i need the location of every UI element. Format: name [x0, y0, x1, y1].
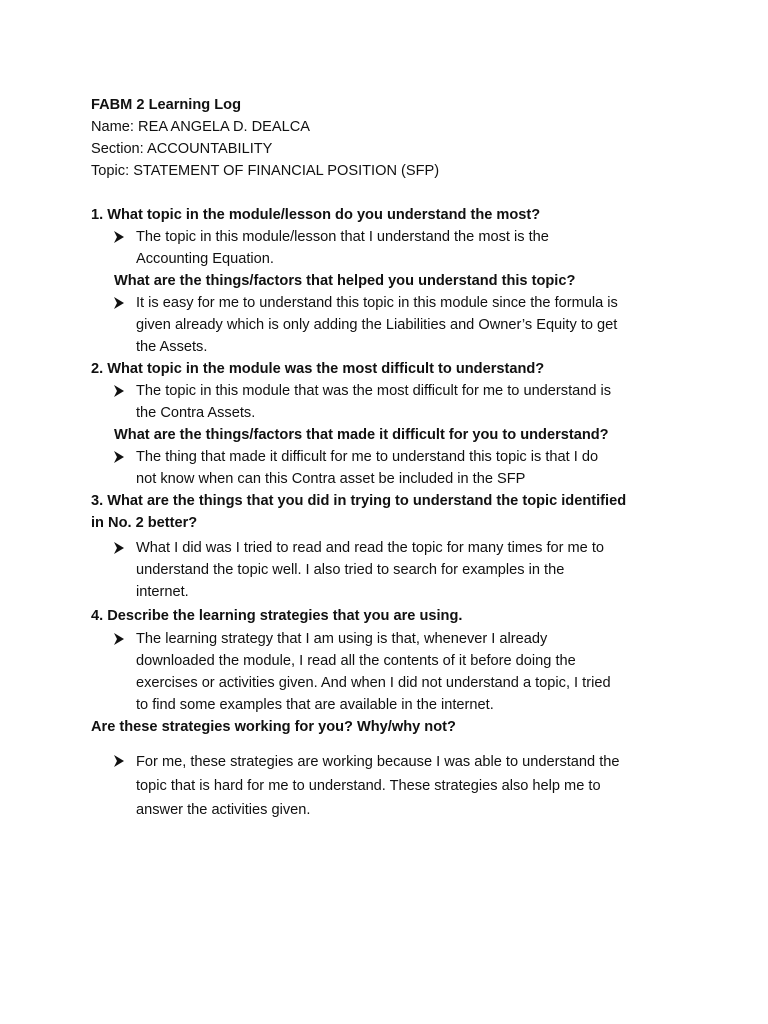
- topic-line: [91, 160, 439, 182]
- arrowhead-bullet-icon: [112, 230, 126, 244]
- q2-followup-answer-line: The thing that made it difficult for me to understand this topic is that I do: [136, 449, 599, 465]
- q1-followup-question: What are the things/factors that helped you understand this topic?: [114, 273, 576, 289]
- q4-answer-line: downloaded the module, I read all the contents of it before doing the: [136, 653, 576, 669]
- q4-followup-question: Are these strategies working for you? Why/why not?: [91, 719, 456, 735]
- q4-answer-line: to find some examples that are available in the internet.: [136, 697, 494, 713]
- arrowhead-bullet-icon: [112, 754, 126, 768]
- section-label: Section:: [91, 141, 144, 157]
- question-4: 4. Describe the learning strategies that you are using.: [91, 608, 463, 624]
- q4-answer-line: exercises or activities given. And when I did not understand a topic, I tried: [136, 675, 611, 691]
- q1-answer-line: Accounting Equation.: [136, 251, 274, 267]
- question-1: 1. What topic in the module/lesson do you understand the most?: [91, 207, 541, 223]
- q1-followup-answer-line: the Assets.: [136, 339, 208, 355]
- q1-followup-answer-line: given already which is only adding the Liabilities and Owner’s Equity to get: [136, 317, 618, 333]
- section-value: ACCOUNTABILITY: [146, 141, 273, 157]
- section-line: [91, 138, 272, 160]
- q2-followup-answer-line: not know when can this Contra asset be included in the SFP: [136, 471, 526, 487]
- name-value: REA ANGELA D. DEALCA: [138, 119, 310, 135]
- arrowhead-bullet-icon: [112, 541, 126, 555]
- q4-followup-answer-line: topic that is hard for me to understand. These strategies also help me to: [136, 778, 601, 794]
- question-2: 2. What topic in the module was the most difficult to understand?: [91, 361, 545, 377]
- question-3: in No. 2 better?: [91, 515, 198, 531]
- arrowhead-bullet-icon: [112, 296, 126, 310]
- q2-answer-line: the Contra Assets.: [136, 405, 256, 421]
- q4-followup-answer-line: For me, these strategies are working because I was able to understand the: [136, 754, 620, 770]
- topic-label: Topic:: [91, 163, 130, 179]
- arrowhead-bullet-icon: [112, 632, 126, 646]
- document-title: FABM 2 Learning Log: [91, 97, 241, 113]
- q3-answer-line: What I did was I tried to read and read the topic for many times for me to: [136, 540, 605, 556]
- name-line: [91, 116, 310, 138]
- q3-answer-line: internet.: [136, 584, 189, 600]
- q4-answer-line: The learning strategy that I am using is that, whenever I already: [136, 631, 548, 647]
- arrowhead-bullet-icon: [112, 384, 126, 398]
- name-label: Name:: [91, 119, 134, 135]
- q4-followup-answer-line: answer the activities given.: [136, 802, 311, 818]
- question-3: 3. What are the things that you did in trying to understand the topic identified: [91, 493, 627, 509]
- q2-followup-question: What are the things/factors that made it difficult for you to understand?: [114, 427, 609, 443]
- q1-followup-answer-line: It is easy for me to understand this topic in this module since the formula is: [136, 295, 618, 311]
- q2-answer-line: The topic in this module that was the most difficult for me to understand is: [136, 383, 612, 399]
- q1-answer-line: The topic in this module/lesson that I understand the most is the: [136, 229, 549, 245]
- arrowhead-bullet-icon: [112, 450, 126, 464]
- topic-value: STATEMENT OF FINANCIAL POSITION (SFP): [133, 163, 440, 179]
- q3-answer-line: understand the topic well. I also tried to search for examples in the: [136, 562, 565, 578]
